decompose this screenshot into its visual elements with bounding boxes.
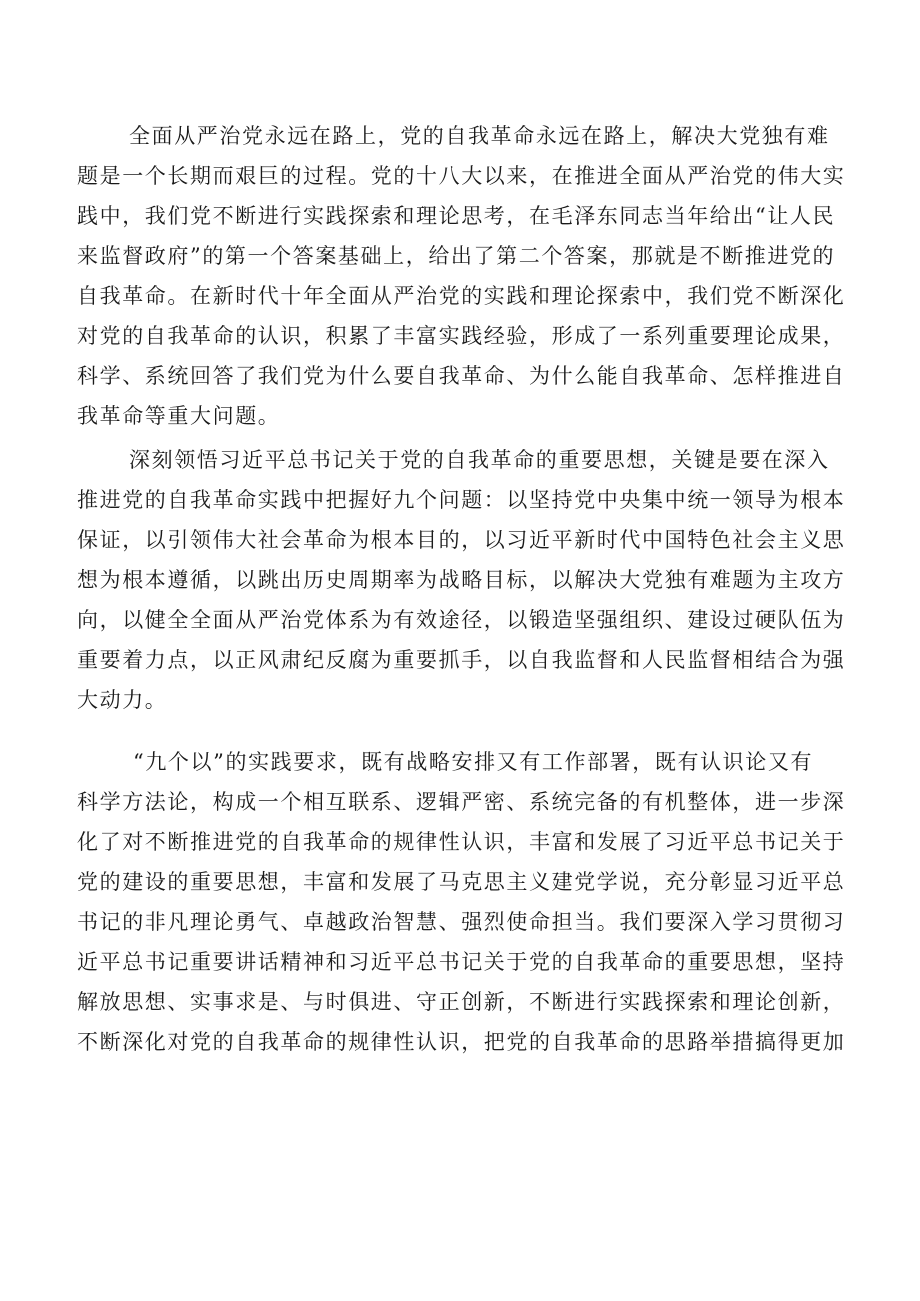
text-line: 近平总书记重要讲话精神和习近平总书记关于党的自我革命的重要思想，坚持 bbox=[77, 950, 846, 974]
text-line: 题是一个长期而艰巨的过程。党的十八大以来，在推进全面从严治党的伟大实 bbox=[77, 164, 846, 188]
paragraph-1 bbox=[77, 116, 851, 436]
paragraph-3 bbox=[77, 742, 851, 1062]
text-line: 推进党的自我革命实践中把握好九个问题：以坚持党中央集中统一领导为根本 bbox=[77, 488, 846, 512]
document-body bbox=[77, 116, 851, 1062]
text-line: 不断深化对党的自我革命的规律性认识，把党的自我革命的思路举措搞得更加 bbox=[77, 1030, 846, 1054]
text-line: 想为根本遵循，以跳出历史周期率为战略目标，以解决大党独有难题为主攻方 bbox=[77, 568, 846, 592]
text-line: 向，以健全全面从严治党体系为有效途径，以锻造坚强组织、建设过硬队伍为 bbox=[77, 608, 846, 632]
paragraph-2 bbox=[77, 440, 851, 720]
text-line: 来监督政府”的第一个答案基础上，给出了第二个答案，那就是不断推进党的 bbox=[77, 244, 836, 268]
text-line: 重要着力点，以正风肃纪反腐为重要抓手，以自我监督和人民监督相结合为强 bbox=[77, 648, 846, 672]
text-line: 我革命等重大问题。 bbox=[77, 404, 281, 428]
text-line: 化了对不断推进党的自我革命的规律性认识，丰富和发展了习近平总书记关于 bbox=[77, 830, 846, 854]
text-line: 全面从严治党永远在路上，党的自我革命永远在路上，解决大党独有难 bbox=[129, 124, 830, 148]
text-line: 科学、系统回答了我们党为什么要自我革命、为什么能自我革命、怎样推进自 bbox=[77, 364, 846, 388]
text-line: 深刻领悟习近平总书记关于党的自我革命的重要思想，关键是要在深入 bbox=[129, 448, 830, 472]
text-line: 践中，我们党不断进行实践探索和理论思考，在毛泽东同志当年给出“让人民 bbox=[77, 204, 836, 228]
text-line: 解放思想、实事求是、与时俱进、守正创新，不断进行实践探索和理论创新， bbox=[77, 990, 846, 1014]
text-line: “九个以”的实践要求，既有战略安排又有工作部署，既有认识论又有 bbox=[133, 750, 814, 774]
text-line: 对党的自我革命的认识，积累了丰富实践经验，形成了一系列重要理论成果， bbox=[77, 324, 846, 348]
text-line: 保证，以引领伟大社会革命为根本目的，以习近平新时代中国特色社会主义思 bbox=[77, 528, 846, 552]
text-line: 自我革命。在新时代十年全面从严治党的实践和理论探索中，我们党不断深化 bbox=[77, 284, 846, 308]
text-line: 书记的非凡理论勇气、卓越政治智慧、强烈使命担当。我们要深入学习贯彻习 bbox=[77, 910, 846, 934]
text-line: 党的建设的重要思想，丰富和发展了马克思主义建党学说，充分彰显习近平总 bbox=[77, 870, 846, 894]
text-line: 科学方法论，构成一个相互联系、逻辑严密、系统完备的有机整体，进一步深 bbox=[77, 790, 846, 814]
text-line: 大动力。 bbox=[77, 688, 168, 712]
